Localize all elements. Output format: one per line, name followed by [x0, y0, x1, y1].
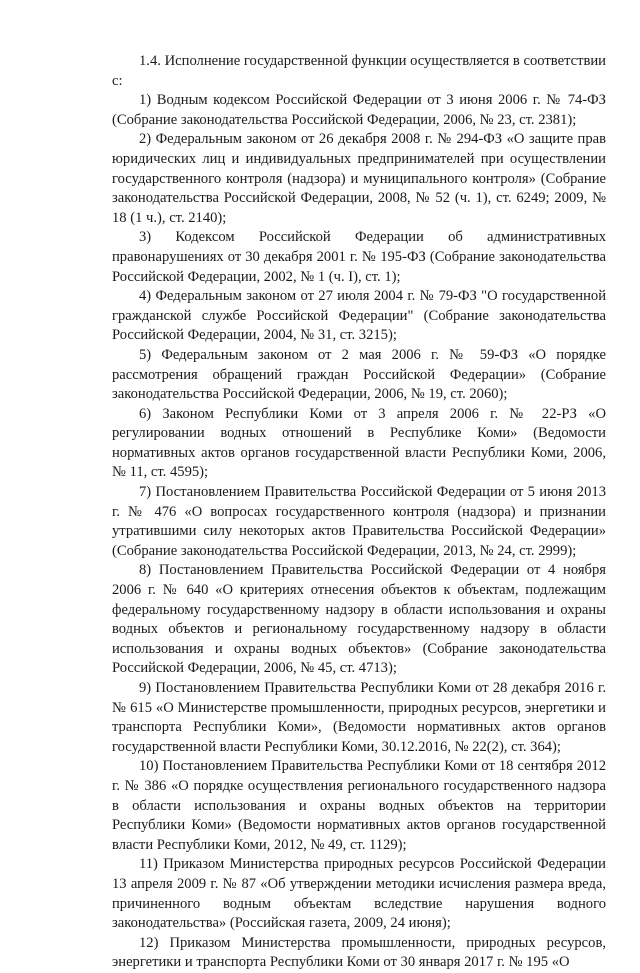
list-item-4: 4) Федеральным законом от 27 июля 2004 г. № 79-ФЗ "О государственной гражданской службе Российской Федерации" (Собрание законодательства Российской Федерации, 2004, № 31, ст. 3215);	[112, 288, 606, 344]
list-item-11: 11) Приказом Министерства природных ресурсов Российской Федерации 13 апреля 2009 г. № 87 «Об утверждении методики исчисления размера вреда, причиненного водным объектам вследствие нарушения водного законодательства» (Российская газета, 2009, 24 июня);	[112, 856, 606, 932]
list-item-10: 10) Постановлением Правительства Республики Коми от 18 сентября 2012 г. № 386 «О порядке осуществления регионального государственного надзора в области использования и охраны водных объектов на территории Республики Коми» (Ведомости нормативных актов органов государственной власти Республики Коми, 2012, № 49, ст. 1129);	[112, 758, 606, 853]
list-item-8: 8) Постановлением Правительства Российской Федерации от 4 ноября 2006 г. № 640 «О критериях отнесения объектов к объектам, подлежащим федеральному государственному надзору в области использования и охраны водных объектов и региональному государственному надзору в области использования и охраны водных объектов» (Собрание законодательства Российской Федерации, 2006, № 45, ст. 4713);	[112, 562, 606, 677]
list-item-9: 9) Постановлением Правительства Республики Коми от 28 декабря 2016 г. № 615 «О Министерстве промышленности, природных ресурсов, энергетики и транспорта Республики Коми», (Ведомости нормативных актов органов государственной власти Республики Коми, 30.12.2016, № 22(2), ст. 364);	[112, 680, 606, 755]
list-item-5: 5) Федеральным законом от 2 мая 2006 г. № 59-ФЗ «О порядке рассмотрения обращений граждан Российской Федерации» (Собрание законодательства Российской Федерации, 2006, № 19, ст. 2060);	[112, 346, 606, 403]
list-item-7: 7) Постановлением Правительства Российской Федерации от 5 июня 2013 г. № 476 «О вопросах государственного контроля (надзора) и признании утратившими силу некоторых актов Правительства Российской Федерации» (Собрание законодательства Российской Федерации, 2013, № 24, ст. 2999);	[112, 484, 606, 559]
list-item-1: 1) Водным кодексом Российской Федерации от 3 июня 2006 г. № 74-ФЗ (Собрание законодательства Российской Федерации, 2006, № 23, ст. 2381);	[112, 92, 606, 128]
list-item-2: 2) Федеральным законом от 26 декабря 2008 г. № 294-ФЗ «О защите прав юридических лиц и индивидуальных предпринимателей при осуществлении государственного контроля (надзора) и муниципального контроля» (Собрание законодательства Российской Федерации, 2008, № 52 (ч. 1), ст. 6249; 2009, № 18 (1 ч.), ст. 2140);	[112, 131, 606, 226]
list-item-12: 12) Приказом Министерства промышленности, природных ресурсов, энергетики и транспорта Республики Коми от 30 января 2017 г. № 195 «О	[112, 934, 606, 971]
section-intro: 1.4. Исполнение государственной функции осуществляется в соответствии с:	[112, 53, 606, 89]
document-page	[112, 52, 606, 973]
list-item-3: 3) Кодексом Российской Федерации об административных правонарушениях от 30 декабря 2001 г. № 195-ФЗ (Собрание законодательства Российской Федерации, 2002, № 1 (ч. I), ст. 1);	[112, 229, 606, 285]
list-item-6: 6) Законом Республики Коми от 3 апреля 2006 г. № 22-РЗ «О регулировании водных отношений в Республике Коми» (Ведомости нормативных актов органов государственной власти Республики Коми, 2006, № 11, ст. 4595);	[112, 405, 606, 481]
